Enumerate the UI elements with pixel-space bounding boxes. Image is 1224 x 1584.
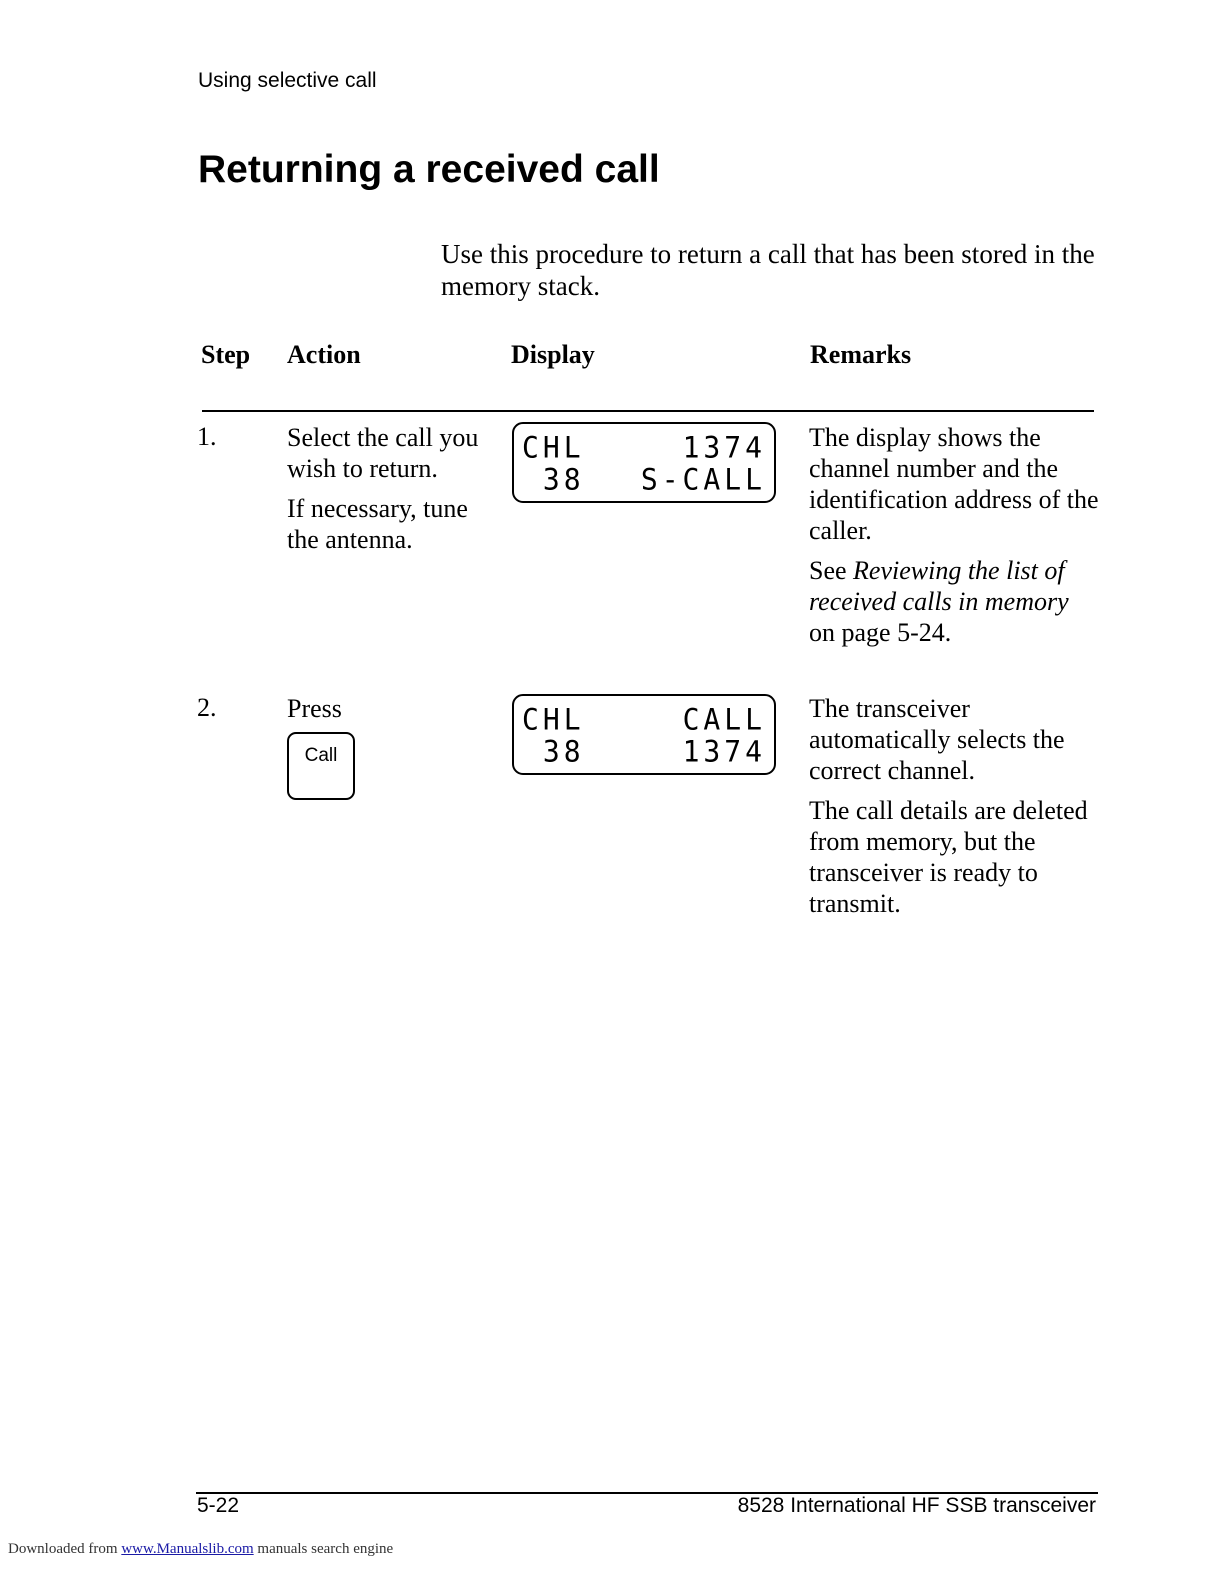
download-note — [8, 1541, 393, 1558]
action-cell-1 — [287, 422, 497, 564]
action-text: Select the call you wish to return. — [287, 423, 479, 483]
footer-page-number: 5-22 — [197, 1494, 240, 1517]
step-number-1: 1. — [197, 422, 217, 451]
footer-manual-title: 8528 International HF SSB transceiver — [737, 1494, 1096, 1517]
running-header: Using selective call — [198, 69, 377, 92]
remarks-cell-2 — [809, 693, 1099, 928]
column-header-remarks: Remarks — [810, 340, 912, 369]
intro-paragraph: Use this procedure to return a call that has been stored in the memory stack. — [441, 239, 1095, 301]
lcd-text: 1374 — [682, 430, 766, 465]
download-note-suffix: manuals search engine — [257, 1541, 394, 1557]
action-cell-2 — [287, 693, 497, 733]
remarks-text: The display shows the channel number and the identification address of the caller. — [809, 423, 1099, 545]
remarks-cell-1 — [809, 422, 1099, 657]
column-header-display: Display — [511, 340, 595, 369]
lcd-text: S-CALL — [640, 462, 766, 497]
lcd-display-2 — [512, 694, 776, 775]
action-text: If necessary, tune the antenna. — [287, 494, 468, 554]
page-title: Returning a received call — [198, 148, 660, 191]
action-text: Press — [287, 694, 342, 723]
lcd-text: CHL — [522, 430, 585, 465]
remarks-reference — [809, 555, 1099, 648]
lcd-display-1 — [512, 422, 776, 503]
remarks-text: on page 5-24. — [809, 618, 952, 647]
lcd-text: 38 — [522, 462, 585, 497]
remarks-text: The transceiver automatically selects the correct channel. — [809, 694, 1065, 785]
remarks-text: The call details are deleted from memory, but the transceiver is ready to transmit. — [809, 796, 1088, 918]
table-header-rule — [202, 410, 1094, 412]
column-header-step: Step — [201, 340, 251, 369]
lcd-text: CALL — [682, 702, 766, 737]
cross-reference: Reviewing the list of received calls in memory — [809, 556, 1069, 616]
step-number-2: 2. — [197, 693, 217, 722]
column-header-action: Action — [287, 340, 361, 369]
download-note-prefix: Downloaded from — [8, 1541, 118, 1557]
remarks-text: See — [809, 556, 847, 585]
lcd-text: 38 — [522, 734, 585, 769]
lcd-text: CHL — [522, 702, 585, 737]
call-key-button[interactable]: Call — [287, 732, 355, 800]
lcd-text: 1374 — [682, 734, 766, 769]
manualslib-link[interactable]: www.Manualslib.com — [121, 1541, 254, 1557]
